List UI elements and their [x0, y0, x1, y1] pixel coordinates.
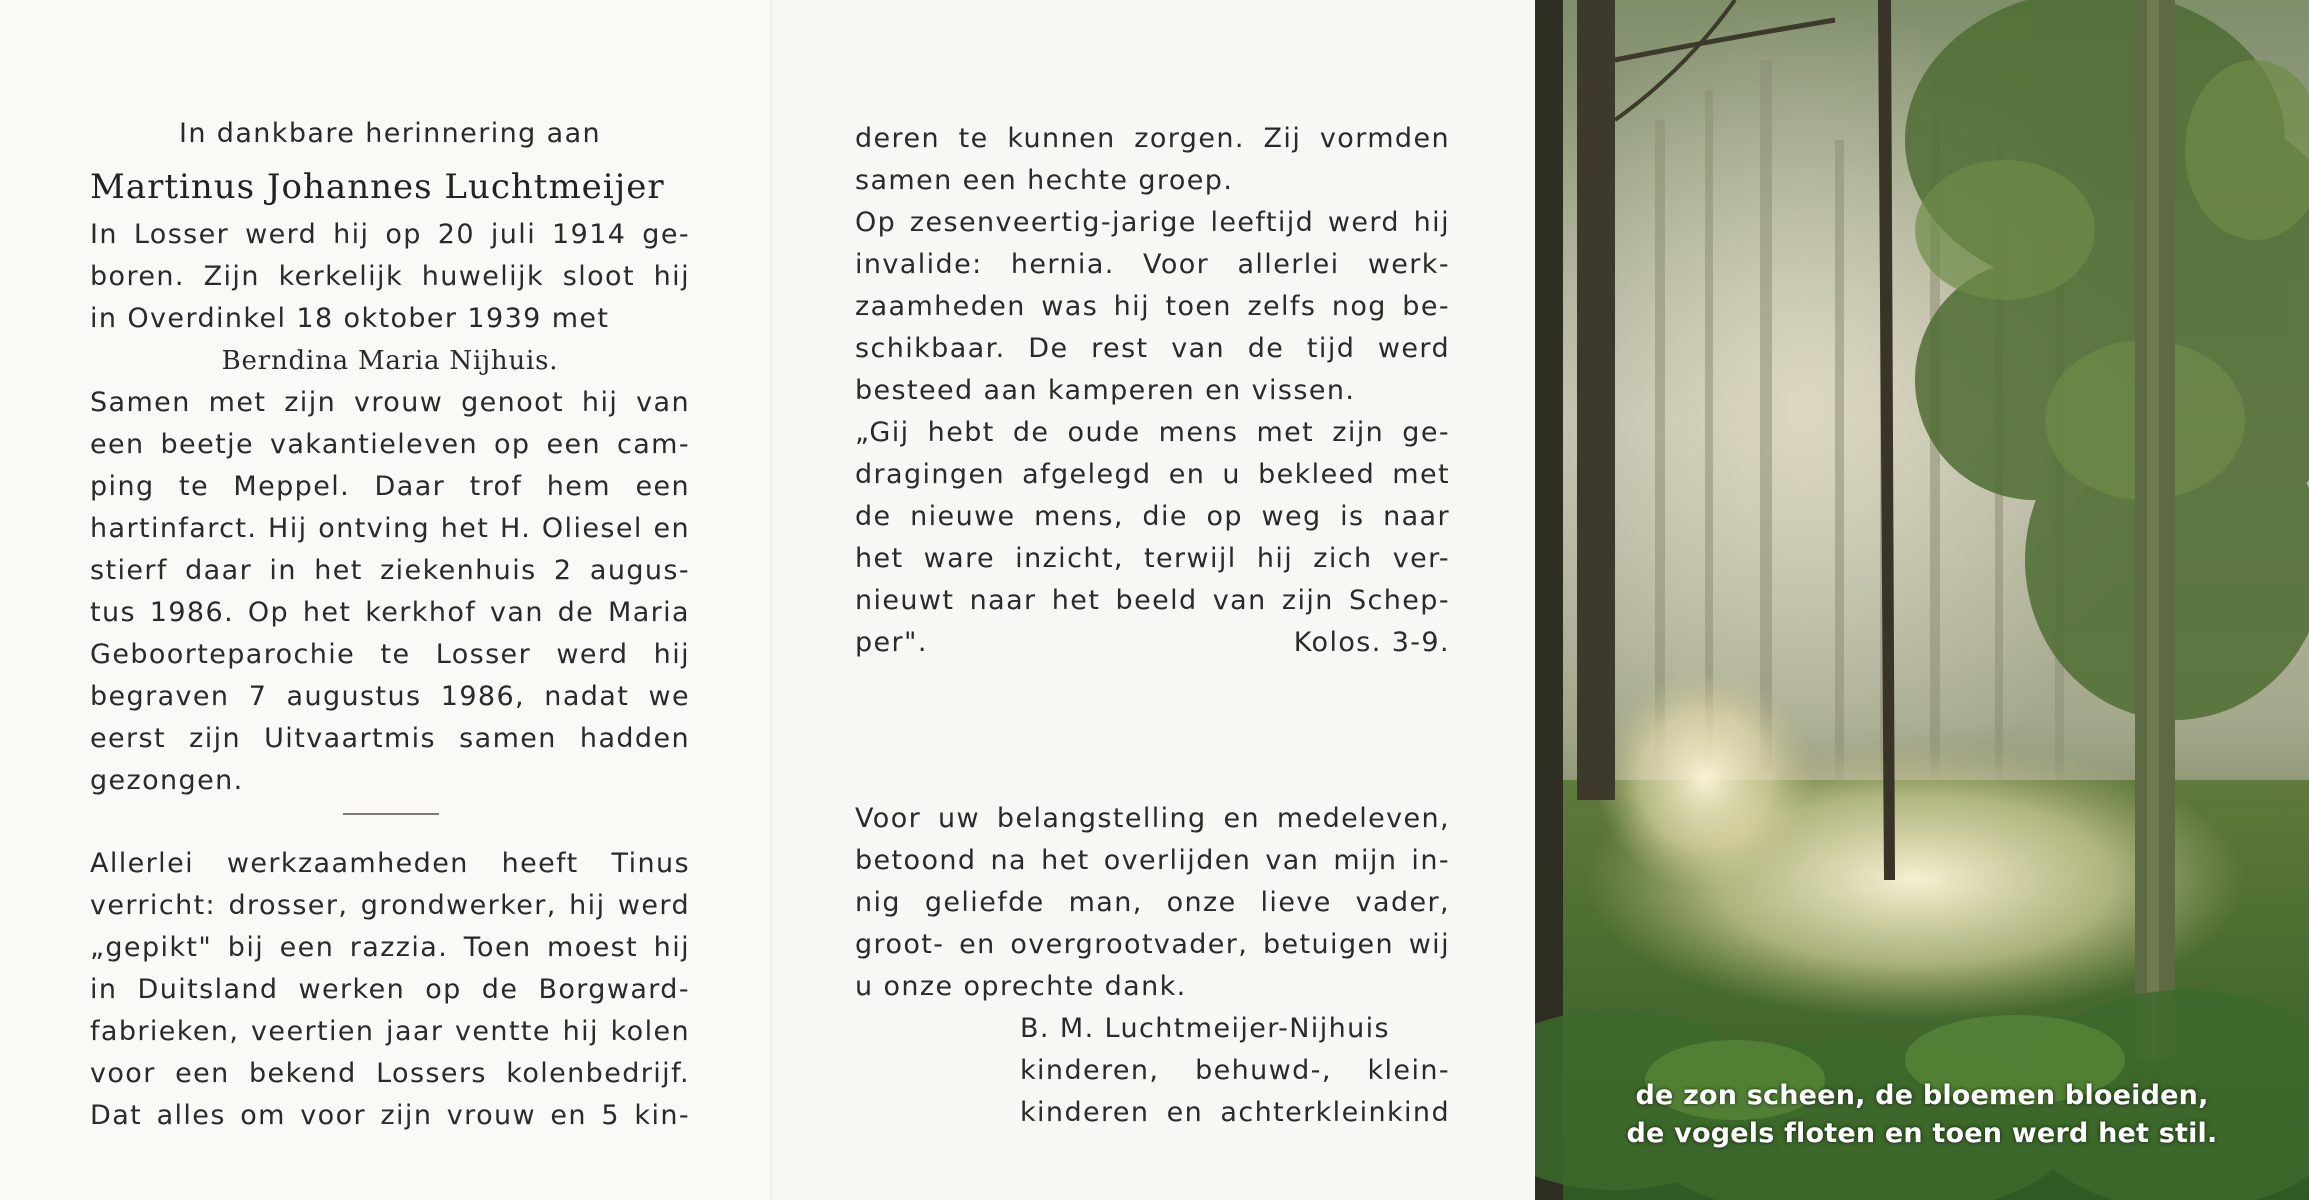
- bio-line: begraven 7 augustus 1986, nadat we: [90, 681, 690, 712]
- text-line: zaamheden was hij toen zelfs nog be-: [855, 291, 1450, 322]
- deceased-name: Martinus Johannes Luchtmeijer: [90, 167, 665, 207]
- thanks-block: [855, 798, 1450, 1008]
- bio-line: gezongen.: [90, 765, 244, 796]
- biography-body: [90, 382, 690, 802]
- work-line: „gepikt" bij een razzia. Toen moest hij: [90, 932, 690, 963]
- section-divider: [343, 813, 439, 815]
- work-line: verricht: drosser, grondwerker, hij werd: [90, 890, 690, 921]
- signature-line: B. M. Luchtmeijer-Nijhuis: [1020, 1013, 1391, 1044]
- text-line: invalide: hernia. Voor allerlei werk-: [855, 249, 1450, 280]
- work-line: Allerlei werkzaamheden heeft Tinus: [90, 848, 690, 879]
- quote-end: per".: [855, 627, 928, 658]
- spouse-name: Berndina Maria Nijhuis.: [221, 346, 559, 376]
- caption-line-1: de zon scheen, de bloemen bloeiden,: [1635, 1080, 2209, 1111]
- fold-line: [770, 0, 774, 1200]
- bio-line: stierf daar in het ziekenhuis 2 augus-: [90, 555, 690, 586]
- thanks-line: u onze oprechte dank.: [855, 971, 1187, 1002]
- thanks-line: betoond na het overlijden van mijn in-: [855, 845, 1450, 876]
- intro-text: In dankbare herinnering aan: [178, 118, 602, 149]
- quote-line: het ware inzicht, terwijl hij zich ver-: [855, 543, 1450, 574]
- bio-line: eerst zijn Uitvaartmis samen hadden: [90, 723, 690, 754]
- photo-caption: [1535, 1077, 2309, 1153]
- work-line: voor een bekend Lossers kolenbedrijf.: [90, 1058, 690, 1089]
- text-line: deren te kunnen zorgen. Zij vormden: [855, 123, 1450, 154]
- bio-line: In Losser werd hij op 20 juli 1914 ge-: [90, 219, 690, 250]
- thanks-line: nig geliefde man, onze lieve vader,: [855, 887, 1450, 918]
- name-block: [90, 164, 690, 210]
- quote-line: nieuwt naar het beeld van zijn Schep-: [855, 585, 1450, 616]
- biography-intro: [90, 214, 690, 382]
- work-block: [90, 843, 690, 1137]
- thanks-line: groot- en overgrootvader, betuigen wij: [855, 929, 1450, 960]
- text-line: Op zesenveertig-jarige leeftijd werd hij: [855, 207, 1450, 238]
- bio-line: Geboorteparochie te Losser werd hij: [90, 639, 690, 670]
- thanks-line: Voor uw belangstelling en medeleven,: [855, 803, 1450, 834]
- bio-line: een beetje vakantieleven op een cam-: [90, 429, 690, 460]
- quote-line: „Gij hebt de oude mens met zijn ge-: [855, 417, 1450, 448]
- work-line: Dat alles om voor zijn vrouw en 5 kin-: [90, 1100, 690, 1131]
- bio-line: ping te Meppel. Daar trof hem een: [90, 471, 690, 502]
- signature-block: [1020, 1008, 1450, 1134]
- signature-line: kinderen, behuwd-, klein-: [1020, 1055, 1450, 1086]
- quote-line: dragingen afgelegd en u bekleed met: [855, 459, 1450, 490]
- work-line: fabrieken, veertien jaar ventte hij kolen: [90, 1016, 690, 1047]
- quote-line: de nieuwe mens, die op weg is naar: [855, 501, 1450, 532]
- bio-line: boren. Zijn kerkelijk huwelijk sloot hij: [90, 261, 690, 292]
- signature-line: kinderen en achterkleinkind: [1020, 1097, 1450, 1128]
- bio-line: in Overdinkel 18 oktober 1939 met: [90, 303, 610, 334]
- caption-line-2: de vogels floten en toen werd het stil.: [1626, 1118, 2218, 1149]
- bio-line: tus 1986. Op het kerkhof van de Maria: [90, 597, 690, 628]
- text-line: samen een hechte groep.: [855, 165, 1234, 196]
- continuation-block: [855, 118, 1450, 664]
- text-line: schikbaar. De rest van de tijd werd: [855, 333, 1450, 364]
- intro-block: [90, 113, 690, 155]
- bio-line: hartinfarct. Hij ontving het H. Oliesel en: [90, 513, 690, 544]
- work-line: in Duitsland werken op de Borgward-: [90, 974, 690, 1005]
- quote-last-line: [855, 622, 1450, 664]
- forest-photo: [1535, 0, 2309, 1200]
- bible-reference: Kolos. 3-9.: [1293, 627, 1450, 658]
- text-line: besteed aan kamperen en vissen.: [855, 375, 1356, 406]
- bio-line: Samen met zijn vrouw genoot hij van: [90, 387, 690, 418]
